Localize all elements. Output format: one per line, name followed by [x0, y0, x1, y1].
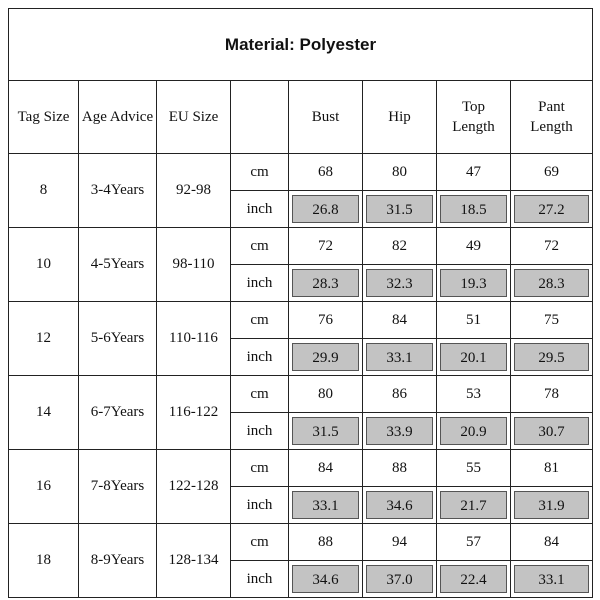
- cell-hip-inch: [363, 265, 437, 302]
- cell-pant-cm: 72: [511, 228, 593, 265]
- header-row: [9, 81, 593, 154]
- cell-unit-cm: cm: [231, 302, 289, 339]
- cell-hip-cm: 94: [363, 524, 437, 561]
- cell-bust-inch-value: 33.1: [292, 491, 359, 519]
- cell-unit-cm: cm: [231, 450, 289, 487]
- cell-hip-cm: 88: [363, 450, 437, 487]
- cell-age-advice: 3-4Years: [79, 154, 157, 228]
- cell-pant-inch: [511, 413, 593, 450]
- cell-hip-inch-value: 33.1: [366, 343, 433, 371]
- table-row: [9, 450, 593, 487]
- cell-tag-size: 18: [9, 524, 79, 598]
- cell-bust-cm: 80: [289, 376, 363, 413]
- cell-unit-inch: inch: [231, 413, 289, 450]
- cell-eu-size: 122-128: [157, 450, 231, 524]
- cell-hip-cm: 86: [363, 376, 437, 413]
- cell-hip-cm: 84: [363, 302, 437, 339]
- cell-hip-inch: [363, 413, 437, 450]
- cell-eu-size: 92-98: [157, 154, 231, 228]
- cell-bust-inch-value: 31.5: [292, 417, 359, 445]
- cell-tag-size: 8: [9, 154, 79, 228]
- cell-unit-inch: inch: [231, 487, 289, 524]
- header-pant-length-line2: Length: [530, 119, 573, 135]
- cell-top-inch: [437, 487, 511, 524]
- cell-pant-inch: [511, 487, 593, 524]
- cell-pant-inch: [511, 191, 593, 228]
- header-tag-size: Tag Size: [9, 81, 79, 154]
- header-top-length-line1: Top: [461, 99, 486, 115]
- table-row: [9, 302, 593, 339]
- cell-bust-cm: 68: [289, 154, 363, 191]
- cell-top-cm: 53: [437, 376, 511, 413]
- cell-bust-inch: [289, 487, 363, 524]
- table-row: [9, 154, 593, 191]
- cell-bust-cm: 88: [289, 524, 363, 561]
- cell-bust-inch-value: 29.9: [292, 343, 359, 371]
- header-pant-length: [511, 81, 593, 154]
- cell-bust-cm: 76: [289, 302, 363, 339]
- cell-tag-size: 10: [9, 228, 79, 302]
- cell-pant-inch-value: 30.7: [514, 417, 589, 445]
- cell-hip-inch-value: 37.0: [366, 565, 433, 593]
- cell-bust-inch-value: 34.6: [292, 565, 359, 593]
- cell-bust-inch: [289, 191, 363, 228]
- cell-hip-cm: 80: [363, 154, 437, 191]
- header-top-length: [437, 81, 511, 154]
- cell-hip-cm: 82: [363, 228, 437, 265]
- cell-eu-size: 98-110: [157, 228, 231, 302]
- cell-age-advice: 8-9Years: [79, 524, 157, 598]
- cell-bust-cm: 84: [289, 450, 363, 487]
- cell-top-cm: 47: [437, 154, 511, 191]
- cell-age-advice: 4-5Years: [79, 228, 157, 302]
- table-row: [9, 524, 593, 561]
- cell-top-inch-value: 18.5: [440, 195, 507, 223]
- cell-top-inch: [437, 413, 511, 450]
- cell-unit-inch: inch: [231, 339, 289, 376]
- cell-top-inch-value: 20.9: [440, 417, 507, 445]
- cell-eu-size: 116-122: [157, 376, 231, 450]
- cell-unit-cm: cm: [231, 376, 289, 413]
- cell-tag-size: 14: [9, 376, 79, 450]
- cell-bust-inch-value: 28.3: [292, 269, 359, 297]
- cell-top-inch-value: 19.3: [440, 269, 507, 297]
- cell-top-inch-value: 22.4: [440, 565, 507, 593]
- cell-pant-inch-value: 28.3: [514, 269, 589, 297]
- table-row: [9, 376, 593, 413]
- cell-unit-inch: inch: [231, 191, 289, 228]
- cell-top-inch-value: 21.7: [440, 491, 507, 519]
- cell-eu-size: 128-134: [157, 524, 231, 598]
- cell-top-cm: 49: [437, 228, 511, 265]
- cell-unit-cm: cm: [231, 154, 289, 191]
- cell-bust-inch-value: 26.8: [292, 195, 359, 223]
- cell-pant-inch: [511, 561, 593, 598]
- cell-pant-cm: 81: [511, 450, 593, 487]
- cell-bust-inch: [289, 413, 363, 450]
- header-unit: [231, 81, 289, 154]
- table-row: [9, 228, 593, 265]
- cell-pant-cm: 69: [511, 154, 593, 191]
- cell-pant-inch-value: 29.5: [514, 343, 589, 371]
- cell-unit-inch: inch: [231, 265, 289, 302]
- cell-bust-inch: [289, 265, 363, 302]
- cell-age-advice: 6-7Years: [79, 376, 157, 450]
- cell-eu-size: 110-116: [157, 302, 231, 376]
- cell-unit-inch: inch: [231, 561, 289, 598]
- header-pant-length-line1: Pant: [538, 99, 565, 115]
- cell-hip-inch: [363, 561, 437, 598]
- cell-bust-inch: [289, 561, 363, 598]
- cell-hip-inch-value: 34.6: [366, 491, 433, 519]
- cell-bust-cm: 72: [289, 228, 363, 265]
- cell-top-inch: [437, 191, 511, 228]
- cell-top-inch: [437, 561, 511, 598]
- cell-hip-inch-value: 33.9: [366, 417, 433, 445]
- cell-hip-inch: [363, 339, 437, 376]
- size-table: [8, 8, 593, 598]
- table-title: Material: Polyester: [9, 9, 593, 81]
- cell-pant-cm: 84: [511, 524, 593, 561]
- header-top-length-line2: Length: [452, 119, 495, 135]
- cell-pant-inch-value: 31.9: [514, 491, 589, 519]
- header-age-advice: Age Advice: [79, 81, 157, 154]
- cell-hip-inch: [363, 191, 437, 228]
- cell-pant-inch-value: 27.2: [514, 195, 589, 223]
- cell-hip-inch-value: 31.5: [366, 195, 433, 223]
- size-chart: [8, 8, 593, 598]
- cell-age-advice: 7-8Years: [79, 450, 157, 524]
- cell-bust-inch: [289, 339, 363, 376]
- cell-hip-inch-value: 32.3: [366, 269, 433, 297]
- cell-age-advice: 5-6Years: [79, 302, 157, 376]
- cell-pant-inch-value: 33.1: [514, 565, 589, 593]
- cell-top-inch-value: 20.1: [440, 343, 507, 371]
- cell-top-cm: 57: [437, 524, 511, 561]
- cell-unit-cm: cm: [231, 228, 289, 265]
- header-hip: Hip: [363, 81, 437, 154]
- cell-hip-inch: [363, 487, 437, 524]
- cell-tag-size: 16: [9, 450, 79, 524]
- cell-pant-inch: [511, 265, 593, 302]
- cell-top-cm: 55: [437, 450, 511, 487]
- cell-top-cm: 51: [437, 302, 511, 339]
- cell-pant-cm: 78: [511, 376, 593, 413]
- cell-tag-size: 12: [9, 302, 79, 376]
- header-bust: Bust: [289, 81, 363, 154]
- header-eu-size: EU Size: [157, 81, 231, 154]
- cell-pant-cm: 75: [511, 302, 593, 339]
- cell-top-inch: [437, 339, 511, 376]
- cell-top-inch: [437, 265, 511, 302]
- cell-unit-cm: cm: [231, 524, 289, 561]
- cell-pant-inch: [511, 339, 593, 376]
